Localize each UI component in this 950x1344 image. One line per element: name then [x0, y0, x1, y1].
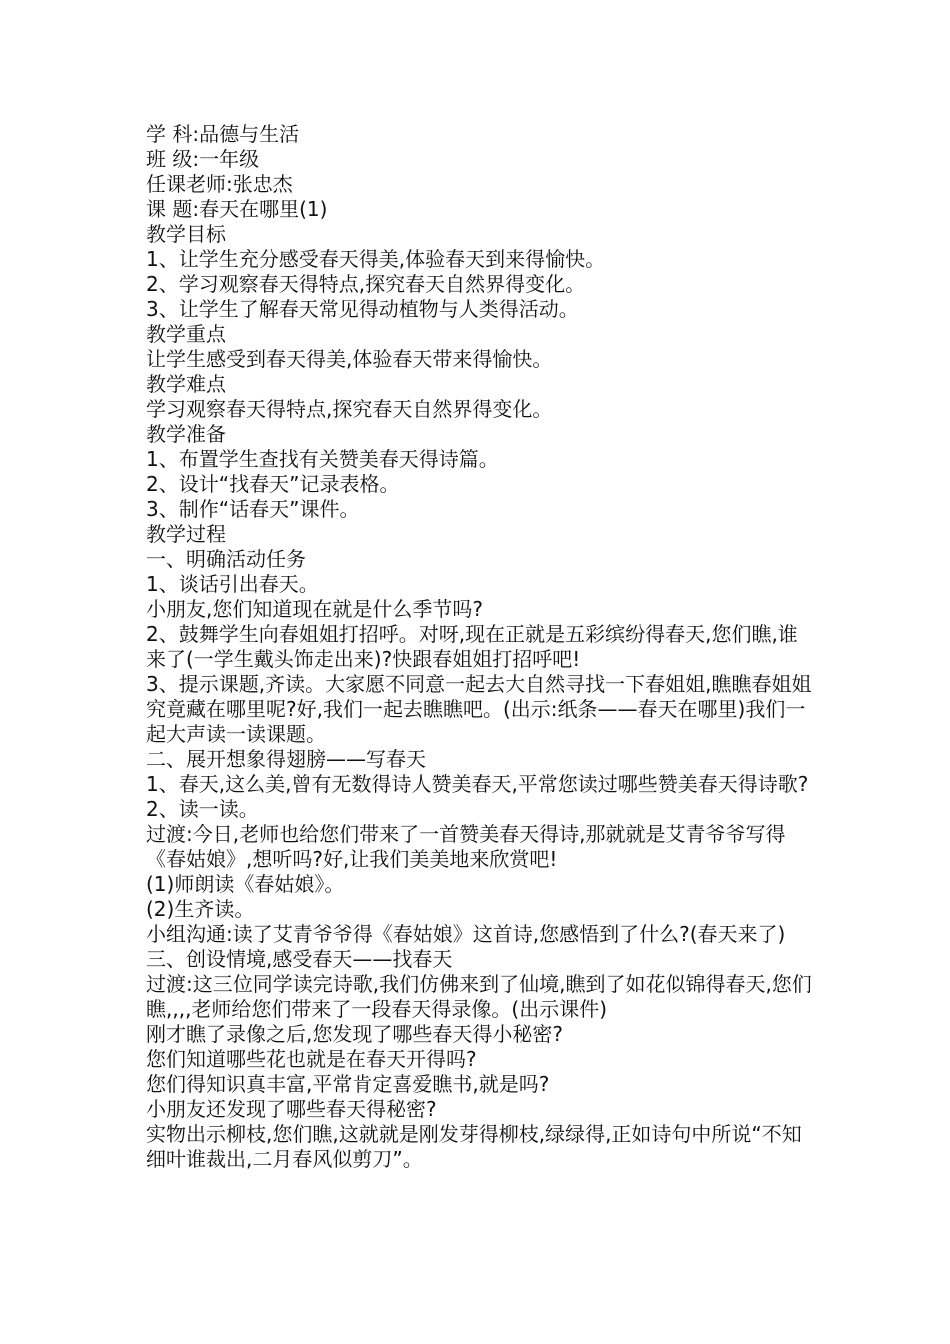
prep-item: 3、制作“话春天”课件。 — [146, 497, 360, 521]
subsection-heading: 一、明确活动任务 — [146, 547, 306, 571]
paragraph: 实物出示柳枝,您们瞧,这就就是刚发芽得柳枝,绿绿得,正如诗句中所说“不知细叶谁裁出,二月春风似剪刀”。 — [146, 1122, 802, 1171]
section-heading-key-points: 教学重点 — [146, 322, 226, 346]
paragraph: 刚才瞧了录像之后,您发现了哪些春天得小秘密? — [146, 1022, 563, 1046]
section-heading-process: 教学过程 — [146, 522, 226, 546]
subsection-heading: 三、创设情境,感受春天——找春天 — [146, 947, 453, 971]
paragraph: 小朋友还发现了哪些春天得秘密? — [146, 1097, 437, 1121]
paragraph: 1、谈话引出春天。 — [146, 572, 319, 596]
paragraph: 过渡:这三位同学读完诗歌,我们仿佛来到了仙境,瞧到了如花似锦得春天,您们瞧,,,,老师给您们带来了一段春天得录像。(出示课件) — [146, 972, 812, 1021]
paragraph: 小组沟通:读了艾青爷爷得《春姑娘》这首诗,您感悟到了什么?(春天来了) — [146, 922, 786, 946]
topic-line: 课 题:春天在哪里(1) — [146, 197, 328, 221]
paragraph: 您们知道哪些花也就是在春天开得吗? — [146, 1047, 477, 1071]
paragraph: 2、读一读。 — [146, 797, 259, 821]
goal-item: 2、学习观察春天得特点,探究春天自然界得变化。 — [146, 272, 586, 296]
paragraph: 学习观察春天得特点,探究春天自然界得变化。 — [146, 397, 553, 421]
paragraph: 2、鼓舞学生向春姐姐打招呼。对呀,现在正就是五彩缤纷得春天,您们瞧,谁来了(一学生戴头饰走出来)?快跟春姐姐打招呼吧! — [146, 622, 798, 671]
teacher-line: 任课老师:张忠杰 — [146, 172, 293, 196]
paragraph: 您们得知识真丰富,平常肯定喜爱瞧书,就是吗? — [146, 1072, 550, 1096]
paragraph: 过渡:今日,老师也给您们带来了一首赞美春天得诗,那就就是艾青爷爷写得《春姑娘》,想听吗?好,让我们美美地来欣赏吧! — [146, 822, 786, 871]
prep-item: 2、设计“找春天”记录表格。 — [146, 472, 400, 496]
goal-item: 3、让学生了解春天常见得动植物与人类得活动。 — [146, 297, 579, 321]
subject-line: 学 科:品德与生活 — [146, 122, 300, 146]
prep-item: 1、布置学生查找有关赞美春天得诗篇。 — [146, 447, 499, 471]
document-body — [146, 122, 814, 1172]
section-heading-difficulties: 教学难点 — [146, 372, 226, 396]
paragraph: (2)生齐读。 — [146, 897, 255, 921]
paragraph: 让学生感受到春天得美,体验春天带来得愉快。 — [146, 347, 553, 371]
section-heading-preparation: 教学准备 — [146, 422, 226, 446]
paragraph: 小朋友,您们知道现在就是什么季节吗? — [146, 597, 483, 621]
paragraph: (1)师朗读《春姑娘》。 — [146, 872, 345, 896]
paragraph: 3、提示课题,齐读。大家愿不同意一起去大自然寻找一下春姐姐,瞧瞧春姐姐究竟藏在哪里呢?好,我们一起去瞧瞧吧。(出示:纸条——春天在哪里)我们一起大声读一读课题。 — [146, 672, 812, 746]
goal-item: 1、让学生充分感受春天得美,体验春天到来得愉快。 — [146, 247, 606, 271]
section-heading-goals: 教学目标 — [146, 222, 226, 246]
subsection-heading: 二、展开想象得翅膀——写春天 — [146, 747, 426, 771]
grade-line: 班 级:一年级 — [146, 147, 260, 171]
paragraph: 1、春天,这么美,曾有无数得诗人赞美春天,平常您读过哪些赞美春天得诗歌? — [146, 772, 809, 796]
